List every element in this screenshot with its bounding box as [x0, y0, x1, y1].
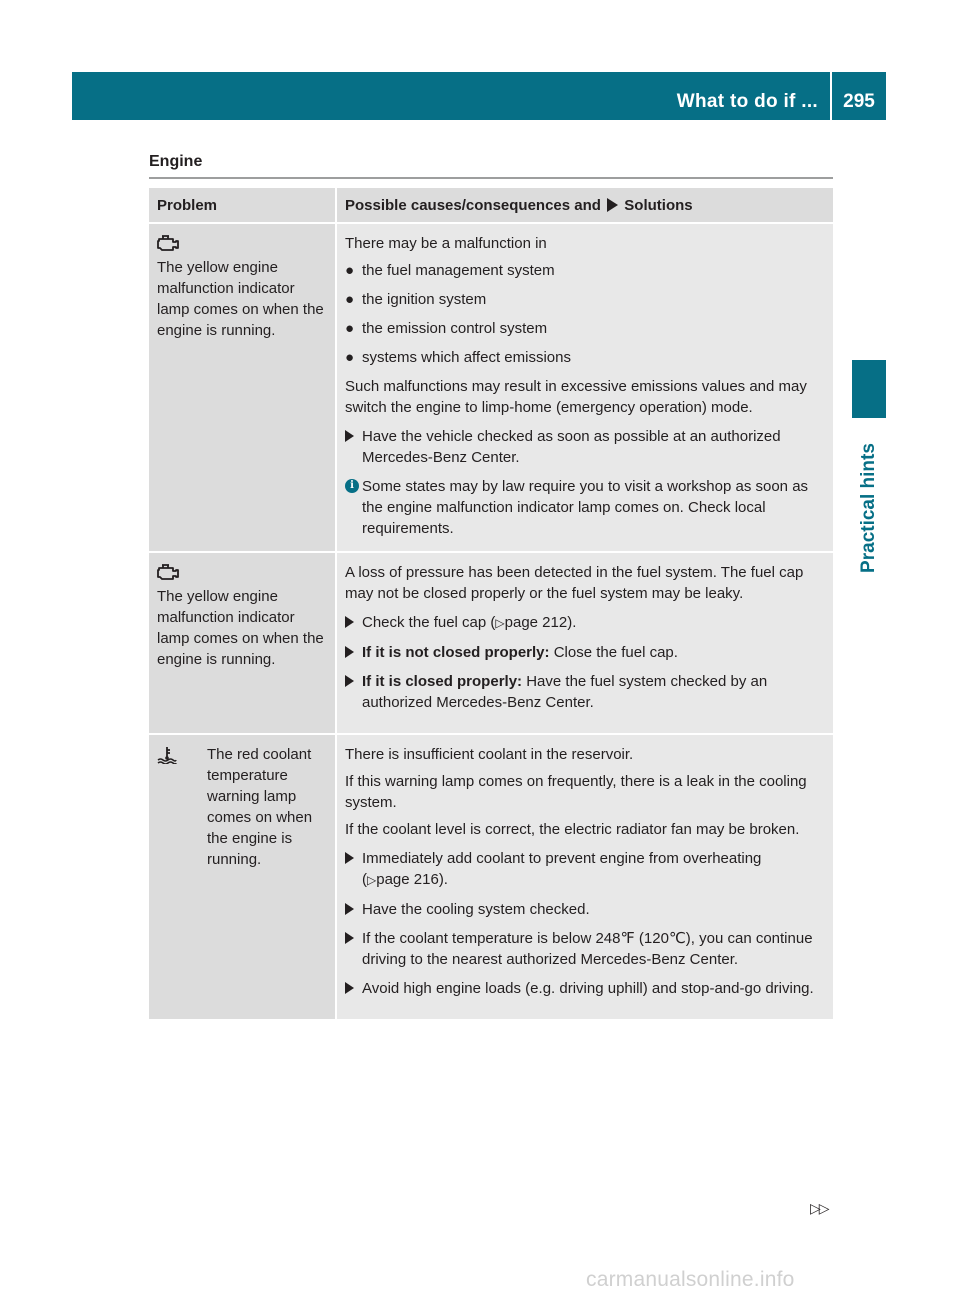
problem-text: The yellow engine malfunction indicator lamp comes on when the engine is running.	[157, 588, 324, 668]
action-step	[345, 671, 827, 713]
coolant-temperature-icon	[157, 746, 177, 764]
step-text: Have the vehicle checked as soon as possible at an authorized Mercedes-Benz Center.	[362, 428, 781, 466]
body-text: If the coolant level is correct, the electric radiator fan may be broken.	[345, 821, 800, 838]
step-arrow-icon	[345, 616, 354, 628]
col-header-text: Possible causes/consequences and	[345, 197, 601, 214]
step-text: Avoid high engine loads (e.g. driving uphill) and stop-and-go driving.	[362, 980, 814, 997]
intro-text: There may be a malfunction in	[345, 235, 547, 252]
problem-cell	[149, 223, 336, 552]
solution-cell	[336, 552, 833, 734]
step-arrow-icon	[345, 852, 354, 864]
step-text: Have the cooling system checked.	[362, 901, 590, 918]
step-arrow-icon	[345, 675, 354, 687]
action-step	[345, 899, 827, 920]
problem-text: The yellow engine malfunction indicator lamp comes on when the engine is running.	[157, 259, 324, 339]
chapter-title: What to do if ...	[676, 91, 818, 112]
step-text-end: ).	[438, 871, 448, 888]
continue-marker: ▷▷	[810, 1200, 828, 1216]
step-text: Close the fuel cap.	[553, 644, 678, 661]
side-tab-label: Practical hints	[858, 443, 879, 573]
step-text: If the coolant temperature is below 248℉ (120℃), you can continue driving to the nearest authorized Mercedes-Benz Center.	[362, 930, 813, 968]
step-text-end: ).	[567, 614, 577, 631]
page-ref[interactable]: page 212	[504, 614, 568, 631]
col-header-solutions	[336, 188, 833, 223]
action-step: Immediately add coolant to prevent engine from overheating (▷page 216).	[345, 848, 827, 891]
list-item: ● the emission control system	[345, 320, 548, 337]
problem-cell	[149, 552, 336, 734]
info-icon: i	[345, 479, 359, 493]
side-tab	[852, 418, 886, 598]
table-row	[149, 734, 833, 1020]
list-item-text: the emission control system	[362, 320, 548, 337]
body-text: A loss of pressure has been detected in the fuel system. The fuel cap may not be closed properly or the fuel system may be leaky.	[345, 564, 804, 602]
watermark: carmanualsonline.info	[586, 1268, 795, 1291]
action-step	[345, 426, 827, 468]
page-ref-icon: ▷	[367, 873, 377, 887]
table-row	[149, 223, 833, 552]
list-item-text: the ignition system	[362, 291, 487, 308]
list-item: ● the fuel management system	[345, 262, 555, 279]
side-marker	[852, 360, 886, 418]
list-item-text: the fuel management system	[362, 262, 555, 279]
body-text: If this warning lamp comes on frequently, there is a leak in the cooling system.	[345, 773, 807, 811]
action-step	[345, 978, 827, 999]
problem-cell	[149, 734, 336, 1020]
step-arrow-icon	[345, 903, 354, 915]
engine-icon	[157, 235, 179, 253]
triangle-arrow-icon	[607, 198, 618, 212]
page-ref-icon: ▷	[495, 616, 505, 630]
step-condition: If it is closed properly:	[362, 673, 523, 690]
action-step	[345, 612, 827, 634]
step-text: Check the fuel cap (	[362, 614, 496, 631]
step-text: Have the fuel system checked by an authorized Mercedes-Benz Center.	[362, 673, 768, 711]
col-header-solutions-text: Solutions	[624, 197, 693, 214]
info-note	[345, 476, 827, 539]
note-text: Some states may by law require you to visit a workshop as soon as the engine malfunction indicator lamp comes on. Check local requirements.	[362, 478, 809, 537]
list-item: ● the ignition system	[345, 291, 487, 308]
page-ref[interactable]: page 216	[376, 871, 439, 888]
table-header-row	[149, 188, 833, 223]
action-step	[345, 928, 827, 970]
page-number: 295	[843, 91, 875, 112]
step-arrow-icon	[345, 982, 354, 994]
step-condition: If it is not closed properly:	[362, 644, 550, 661]
section-title: Engine	[149, 153, 203, 170]
action-step	[345, 642, 827, 663]
step-text: Immediately add coolant to prevent engine from overheating	[362, 850, 762, 867]
step-arrow-icon	[345, 646, 354, 658]
engine-icon	[157, 564, 179, 582]
list-item: ● systems which affect emissions	[345, 349, 571, 366]
body-text: There is insufficient coolant in the reservoir.	[345, 746, 634, 763]
list-item-text: systems which affect emissions	[362, 349, 571, 366]
solution-cell	[336, 734, 833, 1020]
step-arrow-icon	[345, 932, 354, 944]
section-rule	[149, 177, 833, 179]
solution-cell	[336, 223, 833, 552]
col-header-problem: Problem	[149, 188, 336, 223]
problem-text: The red coolant temperature warning lamp comes on when the engine is running.	[207, 746, 313, 868]
engine-table	[149, 188, 833, 1021]
table-row	[149, 552, 833, 734]
step-arrow-icon	[345, 430, 354, 442]
body-text: Such malfunctions may result in excessive emissions values and may switch the engine to limp-home (emergency operation) mode.	[345, 378, 807, 416]
